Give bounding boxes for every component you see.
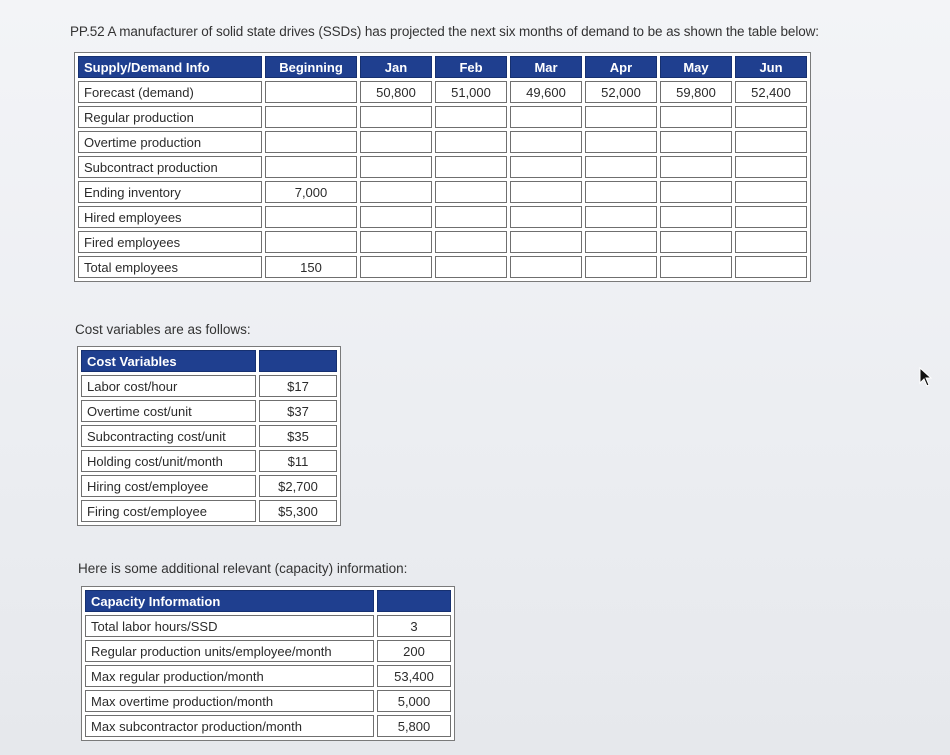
mouse-cursor-icon bbox=[918, 367, 932, 387]
column-header-blank bbox=[377, 590, 451, 612]
month-cell: 50,800 bbox=[360, 81, 432, 103]
row-label: Fired employees bbox=[78, 231, 262, 253]
month-cell[interactable] bbox=[735, 256, 807, 278]
capacity-value: 5,800 bbox=[377, 715, 451, 737]
column-header: Mar bbox=[510, 56, 582, 78]
month-cell[interactable] bbox=[585, 206, 657, 228]
beginning-cell[interactable] bbox=[265, 156, 357, 178]
column-header: Jan bbox=[360, 56, 432, 78]
beginning-cell[interactable] bbox=[265, 131, 357, 153]
month-cell[interactable] bbox=[510, 181, 582, 203]
row-label: Regular production bbox=[78, 106, 262, 128]
row-label: Total employees bbox=[78, 256, 262, 278]
cost-label: Holding cost/unit/month bbox=[81, 450, 256, 472]
cost-variables-table bbox=[77, 346, 341, 526]
month-cell: 51,000 bbox=[435, 81, 507, 103]
column-header-blank bbox=[259, 350, 337, 372]
month-cell[interactable] bbox=[585, 131, 657, 153]
row-label: Forecast (demand) bbox=[78, 81, 262, 103]
capacity-information-table bbox=[81, 586, 455, 741]
row-label: Hired employees bbox=[78, 206, 262, 228]
month-cell[interactable] bbox=[585, 256, 657, 278]
table-row bbox=[78, 206, 807, 228]
month-cell[interactable] bbox=[660, 231, 732, 253]
month-cell[interactable] bbox=[435, 206, 507, 228]
column-header: May bbox=[660, 56, 732, 78]
month-cell: 59,800 bbox=[660, 81, 732, 103]
column-header: Beginning bbox=[265, 56, 357, 78]
column-header: Feb bbox=[435, 56, 507, 78]
column-header: Jun bbox=[735, 56, 807, 78]
cost-variables-note: Cost variables are as follows: bbox=[75, 322, 251, 337]
column-header: Cost Variables bbox=[81, 350, 256, 372]
beginning-cell[interactable] bbox=[265, 81, 357, 103]
month-cell[interactable] bbox=[435, 131, 507, 153]
month-cell[interactable] bbox=[660, 181, 732, 203]
table-row bbox=[78, 156, 807, 178]
capacity-note: Here is some additional relevant (capacity) information: bbox=[78, 561, 408, 576]
capacity-label: Total labor hours/SSD bbox=[85, 615, 374, 637]
month-cell[interactable] bbox=[360, 206, 432, 228]
beginning-cell: 7,000 bbox=[265, 181, 357, 203]
month-cell[interactable] bbox=[660, 106, 732, 128]
month-cell: 49,600 bbox=[510, 81, 582, 103]
cost-value: $35 bbox=[259, 425, 337, 447]
cost-label: Subcontracting cost/unit bbox=[81, 425, 256, 447]
capacity-value: 53,400 bbox=[377, 665, 451, 687]
table-header-row bbox=[81, 350, 337, 372]
capacity-label: Max overtime production/month bbox=[85, 690, 374, 712]
month-cell[interactable] bbox=[510, 106, 582, 128]
beginning-cell[interactable] bbox=[265, 206, 357, 228]
table-row bbox=[81, 450, 337, 472]
month-cell[interactable] bbox=[360, 156, 432, 178]
column-header: Apr bbox=[585, 56, 657, 78]
month-cell[interactable] bbox=[435, 156, 507, 178]
beginning-cell[interactable] bbox=[265, 106, 357, 128]
month-cell[interactable] bbox=[735, 231, 807, 253]
month-cell[interactable] bbox=[510, 231, 582, 253]
table-header-row bbox=[78, 56, 807, 78]
month-cell[interactable] bbox=[585, 106, 657, 128]
capacity-value: 3 bbox=[377, 615, 451, 637]
table-row bbox=[78, 81, 807, 103]
month-cell[interactable] bbox=[360, 106, 432, 128]
month-cell[interactable] bbox=[360, 256, 432, 278]
cost-value: $37 bbox=[259, 400, 337, 422]
month-cell[interactable] bbox=[660, 256, 732, 278]
column-header: Capacity Information bbox=[85, 590, 374, 612]
month-cell[interactable] bbox=[510, 156, 582, 178]
capacity-value: 200 bbox=[377, 640, 451, 662]
cost-label: Labor cost/hour bbox=[81, 375, 256, 397]
month-cell[interactable] bbox=[435, 106, 507, 128]
month-cell[interactable] bbox=[510, 256, 582, 278]
cost-value: $17 bbox=[259, 375, 337, 397]
table-row bbox=[81, 400, 337, 422]
table-row bbox=[85, 640, 451, 662]
row-label: Subcontract production bbox=[78, 156, 262, 178]
problem-statement: PP.52 A manufacturer of solid state drives (SSDs) has projected the next six months of demand to be as shown the table below: bbox=[70, 24, 819, 39]
cost-label: Overtime cost/unit bbox=[81, 400, 256, 422]
month-cell[interactable] bbox=[585, 231, 657, 253]
table-row bbox=[78, 256, 807, 278]
month-cell[interactable] bbox=[360, 231, 432, 253]
table-row bbox=[81, 375, 337, 397]
capacity-label: Max subcontractor production/month bbox=[85, 715, 374, 737]
table-row bbox=[81, 475, 337, 497]
month-cell[interactable] bbox=[585, 156, 657, 178]
month-cell[interactable] bbox=[510, 131, 582, 153]
month-cell: 52,000 bbox=[585, 81, 657, 103]
table-row bbox=[85, 615, 451, 637]
supply-demand-table bbox=[74, 52, 811, 282]
beginning-cell[interactable] bbox=[265, 231, 357, 253]
month-cell[interactable] bbox=[660, 156, 732, 178]
table-row bbox=[78, 131, 807, 153]
column-header: Supply/Demand Info bbox=[78, 56, 262, 78]
month-cell[interactable] bbox=[360, 131, 432, 153]
month-cell[interactable] bbox=[435, 181, 507, 203]
table-row bbox=[85, 690, 451, 712]
beginning-cell: 150 bbox=[265, 256, 357, 278]
cost-value: $5,300 bbox=[259, 500, 337, 522]
month-cell: 52,400 bbox=[735, 81, 807, 103]
cost-value: $11 bbox=[259, 450, 337, 472]
cost-label: Firing cost/employee bbox=[81, 500, 256, 522]
capacity-label: Regular production units/employee/month bbox=[85, 640, 374, 662]
table-row bbox=[81, 425, 337, 447]
table-row bbox=[78, 181, 807, 203]
cost-value: $2,700 bbox=[259, 475, 337, 497]
table-row bbox=[81, 500, 337, 522]
month-cell[interactable] bbox=[735, 106, 807, 128]
month-cell[interactable] bbox=[735, 156, 807, 178]
month-cell[interactable] bbox=[360, 181, 432, 203]
month-cell[interactable] bbox=[735, 181, 807, 203]
month-cell[interactable] bbox=[585, 181, 657, 203]
month-cell[interactable] bbox=[735, 131, 807, 153]
row-label: Ending inventory bbox=[78, 181, 262, 203]
month-cell[interactable] bbox=[660, 206, 732, 228]
month-cell[interactable] bbox=[435, 256, 507, 278]
month-cell[interactable] bbox=[735, 206, 807, 228]
capacity-value: 5,000 bbox=[377, 690, 451, 712]
month-cell[interactable] bbox=[435, 231, 507, 253]
table-row bbox=[78, 106, 807, 128]
row-label: Overtime production bbox=[78, 131, 262, 153]
month-cell[interactable] bbox=[660, 131, 732, 153]
month-cell[interactable] bbox=[510, 206, 582, 228]
table-row bbox=[78, 231, 807, 253]
capacity-label: Max regular production/month bbox=[85, 665, 374, 687]
cost-label: Hiring cost/employee bbox=[81, 475, 256, 497]
table-row bbox=[85, 665, 451, 687]
table-header-row bbox=[85, 590, 451, 612]
table-row bbox=[85, 715, 451, 737]
